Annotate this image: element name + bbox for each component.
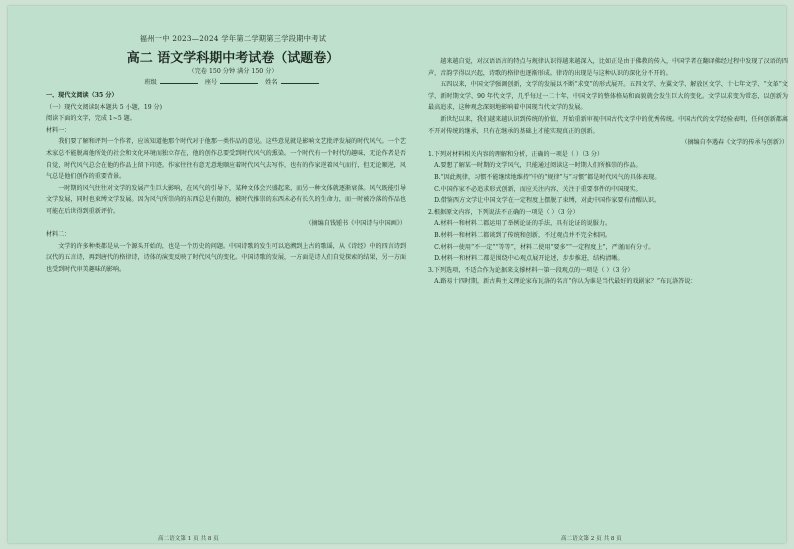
- paragraph: 越来越自觉，对汉语语言的特点与规律认识得越来越深入，比如正是由于佛教的传入，中国学者在翻译佛经过程中发现了汉语的四声，音韵学得以兴起，诗歌的格律也逐渐形成。律诗的出现是与这种认识的深化分不开的。: [428, 58, 788, 77]
- paragraph: 文学的许多种类都是从一个源头开始的，也是一个历史的问题。中国诗歌的发生可以追溯到上古的歌谣，从《诗经》中的四言诗到汉代的五言诗，再到唐代的格律诗，诗体的演变反映了时代风气的变化。中国诗歌的发展，一方面是诗人们自觉探索的结果，另一方面也受到时代审美趣味的影响。: [46, 242, 406, 273]
- answer-option: D.借鉴西方文学让中国文学在一定程度上摆脱了束缚，对此中国作家要有清醒认识。: [434, 197, 661, 205]
- footer-page-2: 高二语文第 2 页 共 8 页: [561, 536, 622, 542]
- name-blank: [281, 83, 319, 84]
- student-info-fields: [68, 77, 398, 86]
- paragraph: 五四以来，中国文学强调创新，文学的发展以不断“求变”的形式展开。五四文学、左翼文学、解放区文学、十七年文学、“文革”文学、新时期文学、90 年代文学，几乎每过一二十年，中国文学的整体格局和面貌就会发生巨大的变化。文学以求变为常态，以创新为最高追求，这种观念深刻地影响着中国现当代文学的发展。: [428, 81, 788, 112]
- seat-blank: [220, 83, 258, 84]
- answer-option: C.中国作家不必追求形式创新，而应关注内容，关注于重要事件的中国现实。: [434, 185, 642, 193]
- exam-meta: （完卷 150 分钟 满分 150 分）: [188, 68, 278, 75]
- question: 2.根据原文内容，下列说法不正确的一项是（ ）（3 分）: [428, 208, 579, 216]
- question: 3.下列选项，不适合作为论据来支撑材料一第一段观点的一项是（ ）（3 分）: [428, 266, 634, 274]
- subheading: 材料二：: [46, 231, 71, 239]
- answer-option: D.材料一和材料二都是围绕中心观点展开论述，步步推进，结构清晰。: [434, 255, 624, 263]
- class-label: 班级: [144, 79, 157, 86]
- footer-page-1: 高二语文第 1 页 共 8 页: [158, 536, 219, 542]
- answer-option: C.材料一使用“不一定”“等等”，材料二使用“要多”“一定程度上”，严谨而有分寸。: [434, 243, 655, 251]
- section-heading: 一、现代文阅读（35 分）: [46, 92, 118, 99]
- paragraph: 一时期的风气往往对文学的发展产生巨大影响，在风气的引导下，某种文体会兴盛起来，而另一种文体就逐渐衰落。风气既能引导文学发展，同时也束缚文学发展。因为风气所崇尚的东西总是有限的，被时代推崇的东西未必有长久的生命力，而一时被冷落的作品也可能在后世得到重新评价。: [46, 184, 406, 215]
- exam-title: 高二 语文学科期中考试卷（试题卷）: [126, 51, 340, 66]
- name-label: 姓名: [265, 79, 278, 86]
- right-column: [428, 56, 788, 518]
- answer-option: B.“因此规律，习惯不能继续地维持”中的“规律”与“习惯”都是时代风气的具体表现。: [434, 173, 661, 181]
- subheading: （一）现代文阅读Ⅰ(本题共 5 小题，19 分): [46, 103, 163, 111]
- class-blank: [160, 83, 198, 84]
- source-citation: （摘编自钱锺书《中国诗与中国画》）: [305, 219, 406, 227]
- answer-option: A.要想了解某一时期的文学风气，只能通过阅读这一时期人们所推崇的作品。: [434, 162, 642, 170]
- answer-option: A.材料一和材料二都运用了举例论证的手法，具有论证的说服力。: [434, 220, 612, 228]
- source-citation: （摘编自李遇春《文学的传承与创新》）: [681, 139, 788, 147]
- subheading: 阅读下面的文字，完成 1~5 题。: [46, 115, 136, 123]
- subheading: 材料一：: [46, 126, 71, 134]
- seat-label: 座号: [204, 79, 218, 86]
- paragraph: 新世纪以来，我们越来越认识到传统的价值，开始重新审视中国古代文学中的优秀传统。中国古代的文学经验表明，任何创新都离不开对传统的继承，只有在继承的基础上才能实现真正的创新。: [428, 115, 788, 135]
- exam-sheet: [8, 6, 786, 543]
- answer-option: A.路易十四时期，新古典主义理论家布瓦洛的名言“你认为谁是当代最好的戏剧家？”布瓦洛答说：: [434, 278, 697, 286]
- left-column: [46, 90, 406, 518]
- answer-option: B.材料一和材料二都谈到了传统和创新，不过观点并不完全相同。: [434, 231, 612, 239]
- paragraph: 我们要了解和评判一个作者，应该知道他那个时代对于他那一类作品的意见。这些意见就是影响文艺批评发展的时代风气。一个艺术家总不能脱离他所处的社会和文化环境而独立存在，他的创作总要受到时代风气的熏染。一个时代有一个时代的趣味，无论作者是否自觉，时代风气总会在他的作品上留下印迹。作家往往有意无意地顺应着时代风气去写作，也有的作家逆着风气而行，但无论顺逆，风气总是他们创作的重要背景。: [46, 138, 406, 181]
- question: 1.下列对材料相关内容的理解和分析，正确的一项是（ ）（3 分）: [428, 150, 604, 158]
- school-line: 福州一中 2023—2024 学年第二学期第三学段期中考试: [139, 34, 327, 43]
